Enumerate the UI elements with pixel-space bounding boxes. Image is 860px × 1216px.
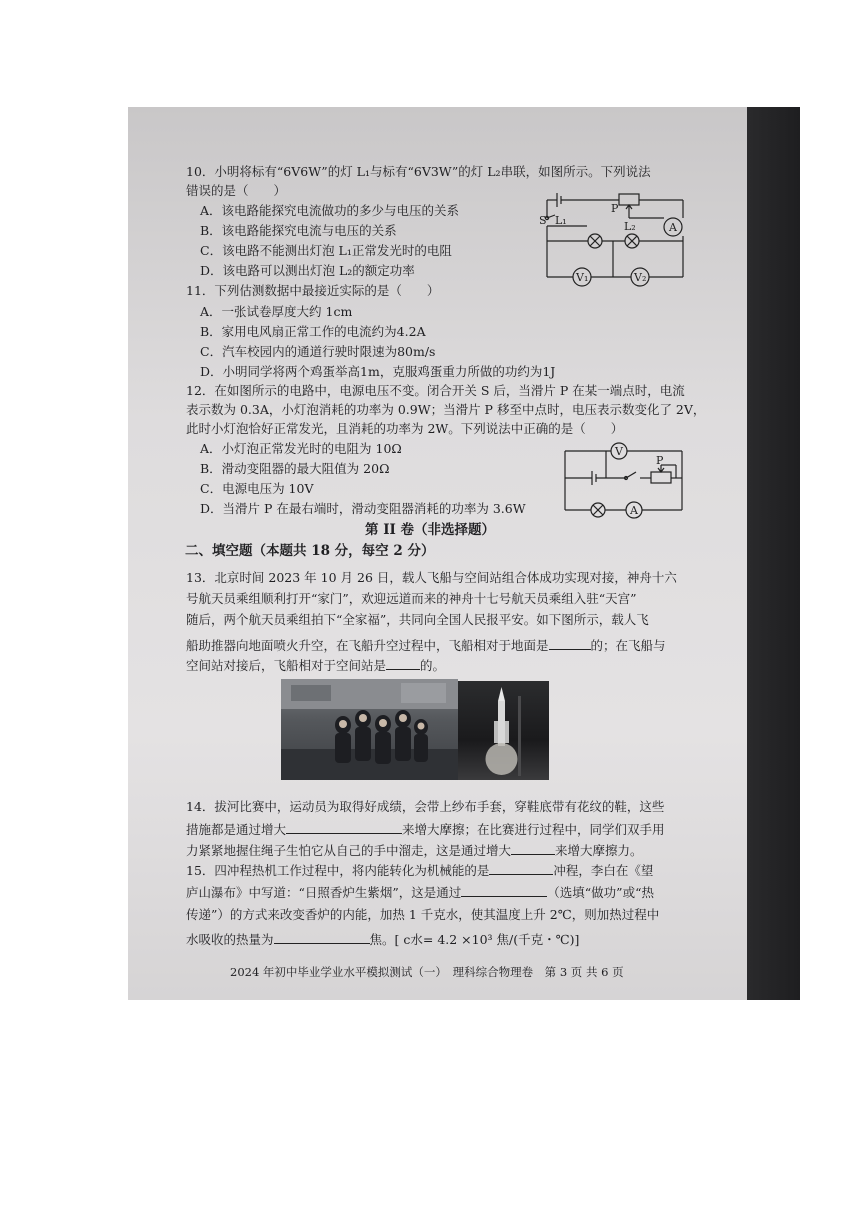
astronaut-crew-photo (281, 679, 458, 780)
q12-circuit-diagram (560, 440, 690, 524)
q13-line5 (186, 657, 445, 674)
q15-line2-text-a: 庐山瀑布》中写道：“日照香炉生紫烟”，这是通过 (186, 885, 462, 900)
q14-blank-1[interactable] (286, 821, 402, 834)
q13-line4-text-a: 船助推器向地面喷火升空，在飞船升空过程中，飞船相对于地面是 (186, 638, 549, 653)
q10-option-d: D．该电路可以测出灯泡 L₂的额定功率 (200, 263, 415, 278)
section-2-title: 第 II 卷（非选择题） (365, 522, 496, 538)
q11-option-a: A．一张试卷厚度大约 1cm (200, 304, 353, 319)
q15-line2-text-b: （选填“做功”或“热 (547, 885, 654, 900)
q12-stem-line3: 此时小灯泡恰好正常发光，且消耗的功率为 2W。下列说法中正确的是（ ） (186, 421, 624, 436)
q11-option-c: C．汽车校园内的通道行驶时限速为80m/s (200, 344, 436, 359)
q15-blank-2[interactable] (461, 884, 547, 897)
q12-option-a: A．小灯泡正常发光时的电阻为 10Ω (200, 441, 402, 456)
q12-option-b: B．滑动变阻器的最大阻值为 20Ω (200, 461, 390, 476)
q10-stem-line2: 错误的是（ ） (186, 183, 287, 198)
q11-option-b: B．家用电风扇正常工作的电流约为4.2A (200, 324, 426, 339)
q12-stem-line1: 12．在如图所示的电路中，电源电压不变。闭合开关 S 后，当滑片 P 在某一端点时，电流 (186, 383, 685, 398)
q14-line3 (186, 842, 643, 859)
q13-line4 (186, 637, 666, 654)
q15-line3: 传递”）的方式来改变香炉的内能，加热 1 千克水，使其温度上升 2℃，则加热过程中 (186, 907, 660, 922)
page-footer: 2024 年初中毕业学业水平模拟测试（一） 理科综合物理卷 第 3 页 共 6 页 (230, 965, 624, 979)
q15-line4 (186, 931, 579, 948)
q12-option-d: D．当滑片 P 在最右端时，滑动变阻器消耗的功率为 3.6W (200, 501, 526, 516)
q13-line2: 号航天员乘组顺利打开“家门”，欢迎远道而来的神舟十七号航天员乘组入驻“天宫” (186, 591, 637, 606)
q10-ammeter-label: A (669, 221, 677, 234)
q10-v1-label: V₁ (576, 271, 589, 284)
q14-line2-text-b: 来增大摩擦；在比赛进行过程中，同学们双手用 (402, 822, 665, 837)
q12-slider-label: P (656, 454, 664, 467)
q10-l1-label: L₁ (555, 214, 567, 227)
q13-line1: 13．北京时间 2023 年 10 月 26 日，载人飞船与空间站组合体成功实现对接，神舟十六 (186, 570, 677, 585)
q10-v2-label: V₂ (634, 271, 647, 284)
q12-voltmeter-label: V (615, 445, 623, 458)
q15-line1-text-b: 冲程，李白在《望 (553, 863, 654, 878)
q10-slider-label: P (611, 202, 619, 215)
q13-line4-text-b: 的；在飞船与 (590, 638, 666, 653)
q14-line2-text-a: 措施都是通过增大 (186, 822, 287, 837)
q15-blank-3[interactable] (274, 931, 370, 944)
q13-blank-1[interactable] (549, 637, 591, 650)
q10-option-c: C．该电路不能测出灯泡 L₁正常发光时的电阻 (200, 243, 452, 258)
q14-blank-2[interactable] (511, 842, 555, 855)
q11-option-d: D．小明同学将两个鸡蛋举高1m，克服鸡蛋重力所做的功约为1J (200, 364, 556, 379)
q10-circuit-diagram (535, 188, 695, 290)
q13-blank-2[interactable] (386, 657, 420, 670)
q15-line1-text-a: 15．四冲程热机工作过程中，将内能转化为机械能的是 (186, 863, 490, 878)
q10-option-a: A．该电路能探究电流做功的多少与电压的关系 (200, 203, 460, 218)
q14-line1: 14．拔河比赛中，运动员为取得好成绩，会带上纱布手套，穿鞋底带有花纹的鞋，这些 (186, 799, 665, 814)
q13-line3: 随后，两个航天员乘组拍下“全家福”，共同向全国人民报平安。如下图所示，载人飞 (186, 612, 649, 627)
rocket-launch-photo (458, 681, 549, 780)
q14-line2 (186, 821, 665, 838)
q12-stem-line2: 表示数为 0.3A，小灯泡消耗的功率为 0.9W；当滑片 P 移至中点时，电压表示数变化了 2V， (186, 402, 706, 417)
q14-line3-text-b: 来增大摩擦力。 (555, 843, 643, 858)
page-shadow-edge (747, 107, 800, 1000)
q10-option-b: B．该电路能探究电流与电压的关系 (200, 223, 397, 238)
q15-blank-1[interactable] (489, 862, 553, 875)
q10-l2-label: L₂ (624, 220, 636, 233)
q15-line4-text-b: 焦。[ c水= 4.2 ×10³ 焦/(千克・℃)] (369, 932, 580, 947)
q12-option-c: C．电源电压为 10V (200, 481, 314, 496)
q11-stem: 11．下列估测数据中最接近实际的是（ ） (186, 283, 440, 298)
q15-line2 (186, 884, 654, 901)
q10-stem-line1: 10．小明将标有“6V6W”的灯 L₁与标有“6V3W”的灯 L₂串联，如图所示。下列说法 (186, 164, 651, 179)
q13-line5-text-a: 空间站对接后，飞船相对于空间站是 (186, 658, 387, 673)
q15-line4-text-a: 水吸收的热量为 (186, 932, 274, 947)
q15-line1 (186, 862, 653, 879)
q14-line3-text-a: 力紧紧地握住绳子生怕它从自己的手中溜走，这是通过增大 (186, 843, 512, 858)
q10-switch-label: S (539, 214, 547, 227)
q13-line5-text-b: 的。 (420, 658, 446, 673)
fill-in-heading: 二、填空题（本题共 18 分，每空 2 分） (185, 543, 435, 559)
q12-ammeter-label: A (630, 504, 638, 517)
